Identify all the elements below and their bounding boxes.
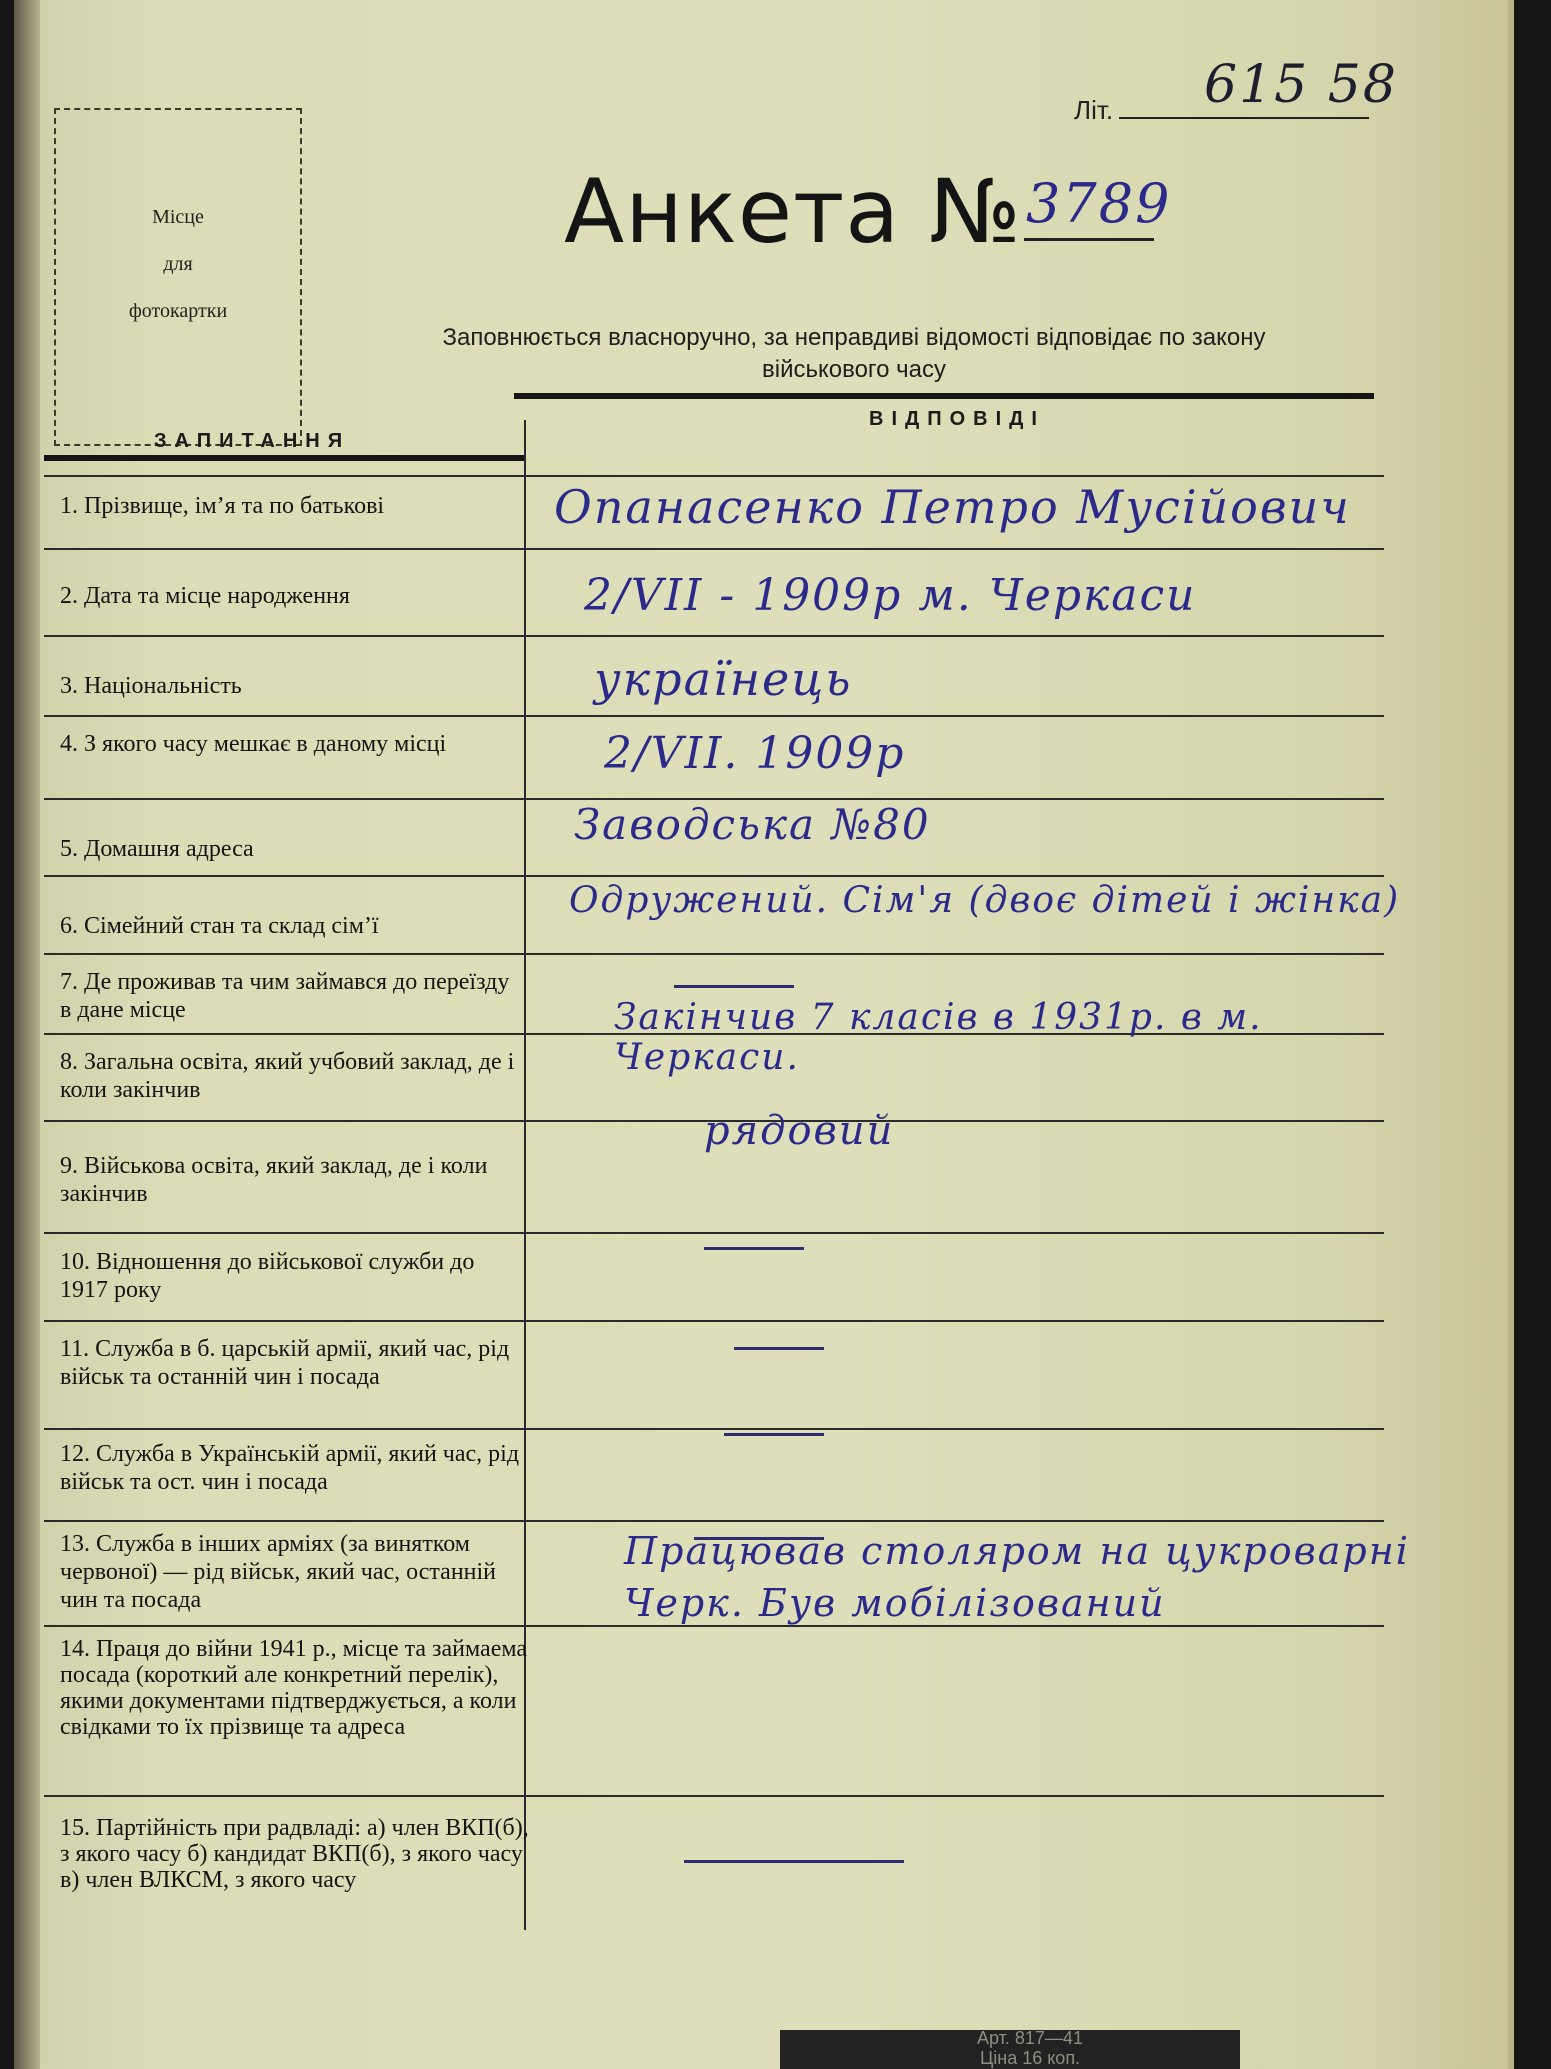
photo-placeholder	[54, 108, 302, 446]
photo-label-3: фотокартки	[128, 300, 228, 322]
answer-9: рядовий	[704, 1108, 895, 1154]
answer-12-dash	[724, 1433, 824, 1436]
question-9: 9. Військова освіта, який заклад, де і коли закінчив	[60, 1153, 488, 1207]
row-line	[44, 635, 1384, 637]
answer-14: Працював столяром на цукроварні Черк. Був мобілізований	[624, 1529, 1410, 1625]
row-line	[44, 715, 1384, 717]
question-13: 13. Служба в інших арміях (за винятком червоної) — рід військ, який час, останній чин та посада	[60, 1531, 497, 1613]
question-7: 7. Де проживав та чим займався до переїзду в дане місце	[60, 969, 510, 1023]
subtitle	[334, 322, 1374, 386]
number-underline	[1024, 238, 1154, 241]
question-2: 2. Дата та місце народження	[60, 583, 350, 609]
answer-11-dash	[734, 1347, 824, 1350]
row-line	[44, 1520, 1384, 1522]
answer-15-dash	[684, 1860, 904, 1863]
answer-6: Одружений. Сім'я (двоє дітей і жінка)	[569, 880, 1401, 921]
header-rule	[514, 393, 1374, 399]
photo-label-2: для	[163, 253, 193, 275]
question-12: 12. Служба в Українській армії, який час, рід військ та ост. чин і посада	[60, 1441, 520, 1495]
questionnaire-sheet	[14, 0, 1514, 2069]
question-15: 15. Партійність при радвладі: а) член ВКП(б), з якого часу б) кандидат ВКП(б), з якого часу в) член ВЛКСМ, з якого часу	[60, 1815, 529, 1893]
answer-3: українець	[594, 652, 853, 706]
questionnaire-number: 3789	[1026, 172, 1172, 235]
question-11: 11. Служба в б. царській армії, який час, рід військ та останній чин і посада	[60, 1336, 510, 1390]
binding-spine	[14, 0, 40, 2069]
answer-5: Заводська №80	[574, 800, 931, 849]
page-title: Анкета №	[564, 160, 1022, 263]
row-line	[44, 1795, 1384, 1797]
header-rule-left	[44, 455, 524, 461]
print-info	[880, 2028, 1180, 2068]
lit-label: Літ.	[1074, 95, 1114, 125]
answer-2: 2/VII - 1909р м. Черкаси	[584, 570, 1197, 621]
question-10: 10. Відношення до військової служби до 1917 року	[60, 1249, 475, 1303]
row-line	[44, 953, 1384, 955]
lit-underline	[1119, 117, 1369, 119]
lit-value: 615 58	[1204, 55, 1398, 115]
question-5: 5. Домашня адреса	[60, 836, 254, 862]
row-line	[44, 1320, 1384, 1322]
answer-1: Опанасенко Петро Мусійович	[554, 480, 1351, 534]
question-1: 1. Прізвище, ім’я та по батькові	[60, 493, 385, 519]
row-line	[44, 1428, 1384, 1430]
print-price: Ціна 16 коп.	[979, 2048, 1081, 2068]
photo-label-1: Місце	[152, 206, 204, 228]
answer-8: Закінчив 7 класів в 1931р. в м. Черкаси.	[614, 997, 1263, 1078]
print-article: Арт. 817—41	[977, 2028, 1083, 2048]
col-header-answers: ВІДПОВІДІ	[869, 408, 1045, 430]
question-4: 4. З якого часу мешкає в даному місці	[60, 731, 447, 757]
col-header-questions: ЗАПИТАННЯ	[154, 430, 351, 452]
row-line	[44, 475, 1384, 477]
question-14: 14. Праця до війни 1941 р., місце та займаема посада (короткий але конкретний перелік), якими документами підтверджується, а коли свідками то їх прізвище та адреса	[60, 1636, 528, 1740]
answer-7-dash	[674, 985, 794, 988]
subtitle-line-2: військового часу	[761, 356, 947, 383]
question-6: 6. Сімейний стан та склад сім’ї	[60, 913, 379, 939]
row-line	[44, 875, 1384, 877]
question-3: 3. Національність	[60, 673, 242, 699]
subtitle-line-1: Заповнюється власноручно, за неправдиві відомості відповідає по закону	[442, 324, 1266, 351]
row-line	[44, 548, 1384, 550]
answer-4: 2/VII. 1909р	[604, 728, 906, 779]
row-line	[44, 1232, 1384, 1234]
question-8: 8. Загальна освіта, який учбовий заклад, де і коли закінчив	[60, 1049, 515, 1103]
answer-10-dash	[704, 1247, 804, 1250]
